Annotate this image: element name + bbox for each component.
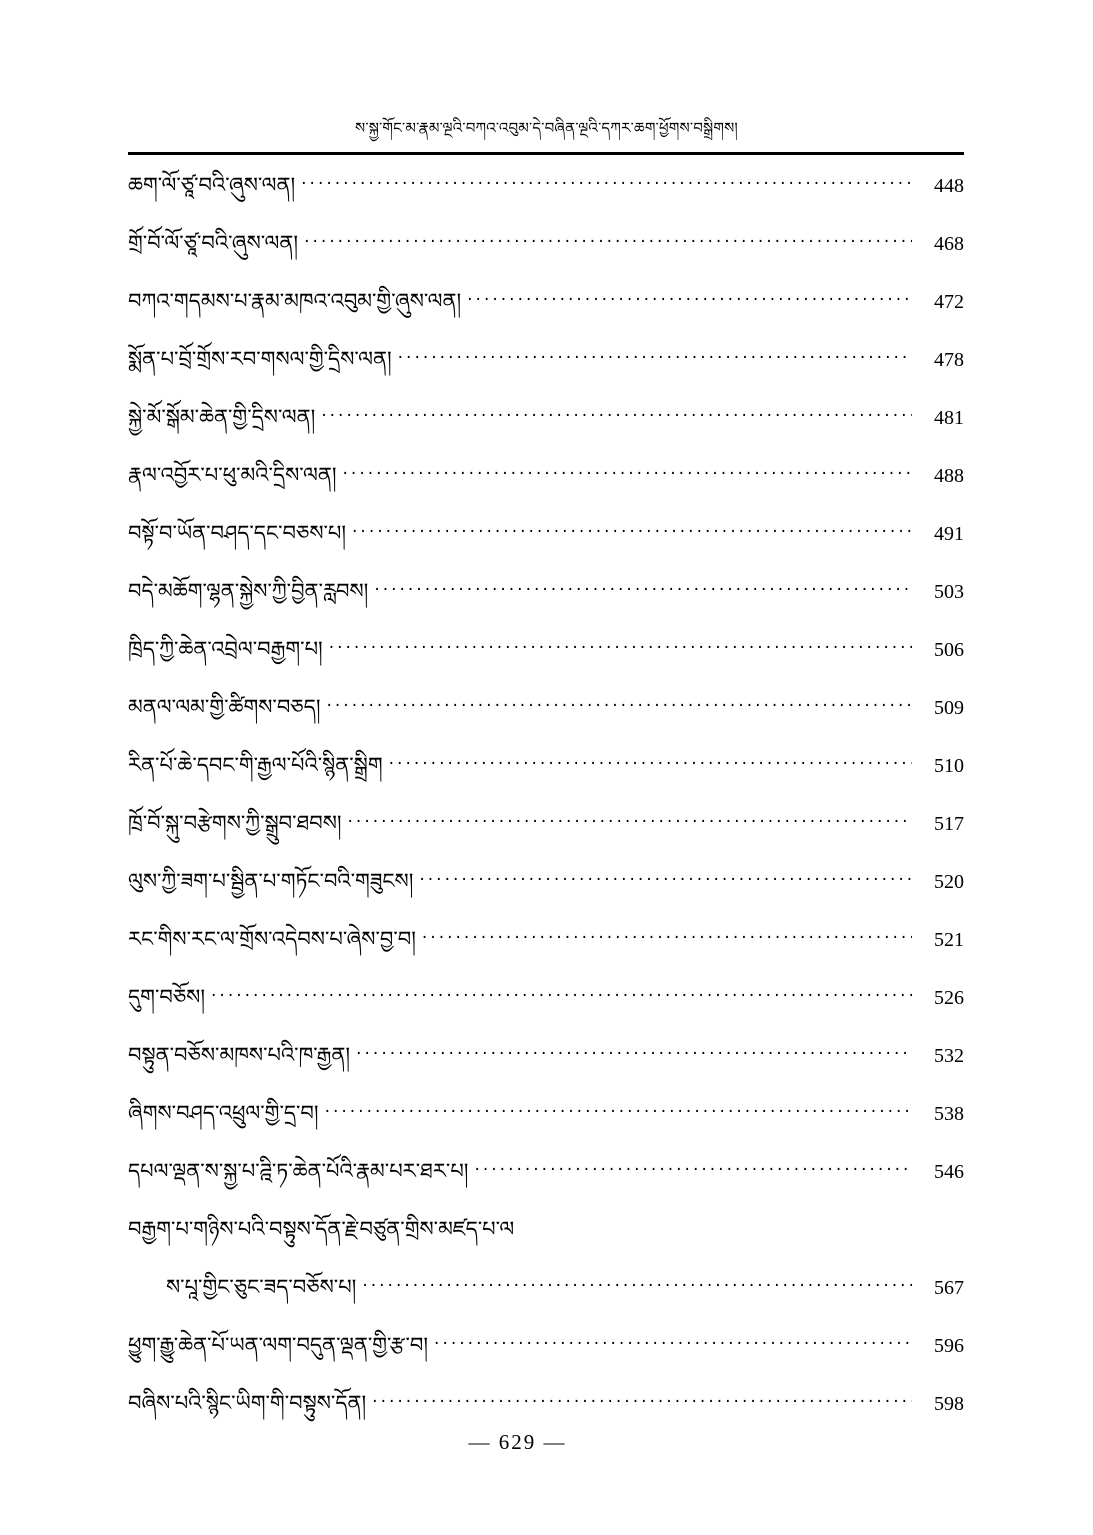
toc-entry[interactable] bbox=[128, 288, 964, 346]
toc-leader-dots bbox=[327, 698, 913, 714]
toc-entry-title: རིན་པོ་ཆེ་དབང་གི་རྒྱལ་པོའི་སྙིན་སྒྲིག bbox=[128, 753, 383, 777]
toc-entry-page: 598 bbox=[934, 1393, 964, 1415]
toc-entry-title: ཁྲོ་བོ་སྐུ་བརྩེགས་ཀྱི་སྒྲུབ་ཐབས། bbox=[128, 811, 342, 835]
toc-leader-dots bbox=[362, 1278, 912, 1294]
toc-entry[interactable] bbox=[128, 868, 964, 926]
toc-entry[interactable] bbox=[128, 752, 964, 810]
toc-leader-dots bbox=[211, 988, 912, 1004]
toc-leader-dots bbox=[398, 350, 912, 366]
toc-leader-dots bbox=[434, 1336, 912, 1352]
toc-entry-title: ཆག་ལོ་ཙཱ་བའི་ཞུས་ལན། bbox=[128, 173, 296, 197]
toc-entry[interactable] bbox=[128, 810, 964, 868]
toc-entry-title: ཁྲིད་ཀྱི་ཆེན་འབྲེལ་བརྒྱག་པ། bbox=[128, 637, 323, 661]
toc-entry-page: 481 bbox=[934, 407, 964, 429]
toc-entry-page: 488 bbox=[934, 465, 964, 487]
toc-entry[interactable] bbox=[128, 1332, 964, 1390]
toc-entry-page: 509 bbox=[934, 697, 964, 719]
toc-leader-dots bbox=[325, 1104, 912, 1120]
toc-leader-dots bbox=[419, 872, 912, 888]
toc-entry-title: རྣལ་འབྱོར་པ་ཕུ་མའི་དྲིས་ལན། bbox=[128, 463, 337, 487]
toc-entry-title-line2-row bbox=[128, 1274, 964, 1332]
toc-leader-dots bbox=[348, 814, 912, 830]
toc-entry-page: 468 bbox=[934, 233, 964, 255]
toc-entry[interactable] bbox=[128, 1216, 964, 1332]
page-number bbox=[0, 1430, 1093, 1455]
toc-entry-page: 448 bbox=[934, 175, 964, 197]
toc-entry-page: 517 bbox=[934, 813, 964, 835]
toc-leader-dots bbox=[374, 582, 912, 598]
toc-leader-dots bbox=[389, 756, 912, 772]
header-rule bbox=[128, 152, 964, 155]
toc-entry[interactable] bbox=[128, 1100, 964, 1158]
toc-entry-page: 546 bbox=[934, 1161, 964, 1183]
toc-entry[interactable] bbox=[128, 636, 964, 694]
toc-leader-dots bbox=[372, 1394, 912, 1410]
toc-leader-dots bbox=[304, 234, 912, 250]
toc-entry-title: མནལ་ལམ་གྱི་ཚིགས་བཅད། bbox=[128, 695, 321, 719]
toc-leader-dots bbox=[356, 1046, 912, 1062]
toc-leader-dots bbox=[301, 176, 912, 192]
toc-entry-title: བསྟོ་བ་ཡོན་བཤད་དང་བཅས་པ། bbox=[128, 521, 347, 545]
toc-entry[interactable] bbox=[128, 926, 964, 984]
toc-entry-title: བདེ་མཆོག་ལྷན་སྐྱེས་ཀྱི་བྱིན་རླབས། bbox=[128, 579, 369, 603]
toc-entry-page: 491 bbox=[934, 523, 964, 545]
toc-entry-page: 532 bbox=[934, 1045, 964, 1067]
toc-leader-dots bbox=[474, 1162, 912, 1178]
toc-leader-dots bbox=[352, 524, 912, 540]
toc-entry[interactable] bbox=[128, 1042, 964, 1100]
running-head: ས་སྐྱ་གོང་མ་རྣམ་ལྔའི་བཀའ་འབུམ་དེ་བཞིན་ལྔའི་དཀར་ཆག་ཕྱོགས་བསྒྲིགས། bbox=[355, 119, 738, 137]
toc-entry[interactable] bbox=[128, 172, 964, 230]
toc-entry[interactable] bbox=[128, 1158, 964, 1216]
toc-entry-page: 520 bbox=[934, 871, 964, 893]
toc-entry-title-line1 bbox=[128, 1216, 964, 1274]
toc-leader-dots bbox=[343, 466, 912, 482]
toc-entry-title: སྐྱེ་མོ་སྒོམ་ཆེན་གྱི་དྲིས་ལན། bbox=[128, 405, 316, 429]
toc-entry-page: 567 bbox=[934, 1277, 964, 1299]
page-number-label: — 629 — bbox=[468, 1430, 567, 1454]
toc-entry-title: བསྟུན་བཅོས་མཁས་པའི་ཁ་རྒྱན། bbox=[128, 1043, 351, 1067]
toc-entry[interactable] bbox=[128, 404, 964, 462]
toc-entry-title: སྨོན་པ་བྲོ་གྲོས་རབ་གསལ་གྱི་དྲིས་ལན། bbox=[128, 347, 392, 371]
toc-entry-title: བཞིས་པའི་སྙིང་ཡིག་གི་བསྟུས་དོན། bbox=[128, 1391, 367, 1415]
toc-entry-page: 526 bbox=[934, 987, 964, 1009]
toc-entry-page: 510 bbox=[934, 755, 964, 777]
toc-entry-page: 478 bbox=[934, 349, 964, 371]
toc-entry-title: རང་གིས་རང་ལ་གྲོས་འདེབས་པ་ཞེས་བྱ་བ། bbox=[128, 927, 416, 951]
toc-entry-page: 521 bbox=[934, 929, 964, 951]
toc-entry[interactable] bbox=[128, 984, 964, 1042]
toc-leader-dots bbox=[329, 640, 912, 656]
toc-entry[interactable] bbox=[128, 694, 964, 752]
toc-entry-page: 503 bbox=[934, 581, 964, 603]
toc-entry-page: 472 bbox=[934, 291, 964, 313]
toc-entry-title: ཞིགས་བཤད་འཕྲུལ་གྱི་དྲ་བ། bbox=[128, 1101, 319, 1125]
toc-entry-title-continued: ས་པཱ་གྱིང་ཅུང་ཟད་བཅོས་པ། bbox=[166, 1275, 357, 1299]
toc-entry-page: 596 bbox=[934, 1335, 964, 1357]
toc-entry-title: ཕྱུག་རྒྱུ་ཆེན་པོ་ཡན་ལག་བདུན་ལྡན་གྱི་རྩ་བ། bbox=[128, 1333, 429, 1357]
toc-leader-dots bbox=[321, 408, 912, 424]
toc-entry-title: གྲོ་བོ་ལོ་ཙཱ་བའི་ཞུས་ལན། bbox=[128, 231, 299, 255]
toc-entry-title: བཀའ་གདམས་པ་རྣམ་མཁའ་འབུམ་གྱི་ཞུས་ལན། bbox=[128, 289, 462, 313]
toc-leader-dots bbox=[467, 292, 912, 308]
toc-entry-title: བརྒྱག་པ་གཉིས་པའི་བསྟུས་དོན་རྗེ་བཙུན་གྲིས་མཛད་པ་ལ bbox=[128, 1217, 515, 1241]
toc-entry[interactable] bbox=[128, 230, 964, 288]
toc-entry[interactable] bbox=[128, 578, 964, 636]
toc-entry-title: ལུས་ཀྱི་ཟག་པ་སྦྱིན་པ་གཏོང་བའི་གཟུངས། bbox=[128, 869, 414, 893]
toc-entry-title: དུག་བཅོས། bbox=[128, 985, 206, 1009]
toc-entry[interactable] bbox=[128, 520, 964, 578]
toc-entry-page: 506 bbox=[934, 639, 964, 661]
toc-leader-dots bbox=[422, 930, 912, 946]
toc-entry[interactable] bbox=[128, 346, 964, 404]
toc-entry[interactable] bbox=[128, 462, 964, 520]
toc-entry-page: 538 bbox=[934, 1103, 964, 1125]
toc-entry-title: དཔལ་ལྡན་ས་སྐྱ་པ་ཌྰི་ཏ་ཆེན་པོའི་རྣམ་པར་ཐར་པ། bbox=[128, 1159, 469, 1183]
table-of-contents bbox=[128, 172, 964, 1448]
